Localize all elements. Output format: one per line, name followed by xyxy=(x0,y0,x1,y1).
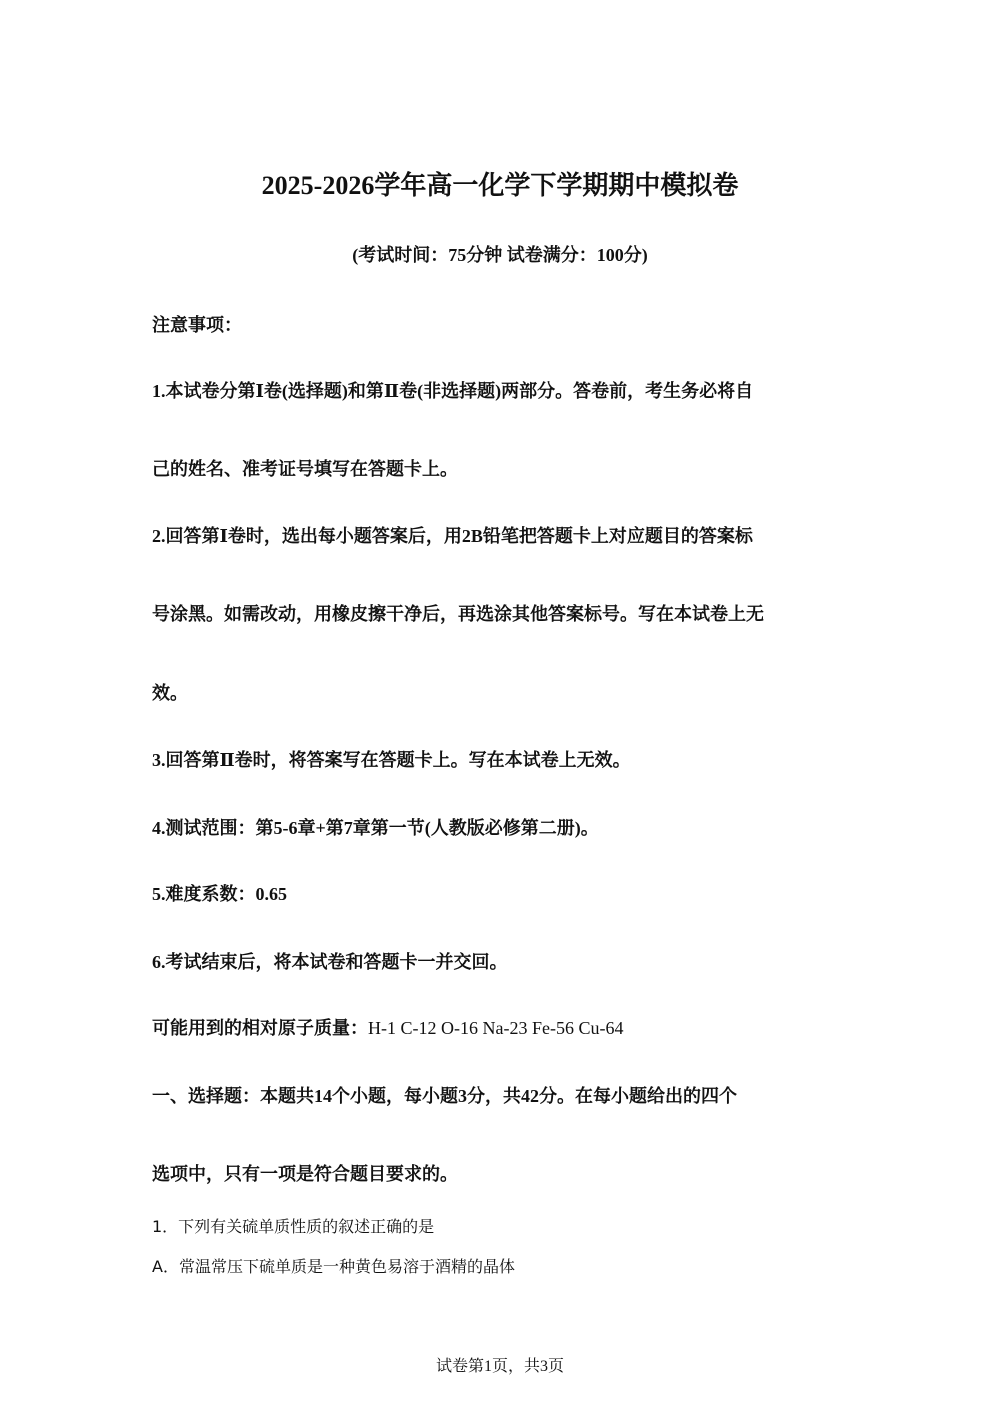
exam-info: (考试时间：75分钟 试卷满分：100分) xyxy=(352,245,648,265)
notice-line-1: 1.本试卷分第Ⅰ卷(选择题)和第Ⅱ卷(非选择题)两部分。答卷前，考生务必将自 xyxy=(152,381,754,401)
notice-line-4: 号涂黑。如需改动，用橡皮擦干净后，再选涂其他答案标号。写在本试卷上无 xyxy=(152,604,764,624)
page-title: 2025-2026学年高一化学下学期期中模拟卷 xyxy=(261,171,739,200)
notice-line-8: 5.难度系数：0.65 xyxy=(152,884,287,904)
question1-option-a: A．常温常压下硫单质是一种黄色易溶于酒精的晶体 xyxy=(152,1257,515,1276)
section1-line-2: 选项中，只有一项是符合题目要求的。 xyxy=(152,1164,458,1184)
atomic-mass-line xyxy=(152,1014,623,1042)
notice-line-9: 6.考试结束后，将本试卷和答题卡一并交回。 xyxy=(152,952,508,972)
notice-line-6: 3.回答第Ⅱ卷时，将答案写在答题卡上。写在本试卷上无效。 xyxy=(152,750,631,770)
notice-heading: 注意事项： xyxy=(152,315,242,335)
page-footer: 试卷第1页，共3页 xyxy=(435,1358,564,1375)
section1-line-1: 一、选择题：本题共14个小题，每小题3分，共42分。在每小题给出的四个 xyxy=(152,1086,737,1106)
notice-line-5: 效。 xyxy=(152,683,188,703)
notice-line-3: 2.回答第Ⅰ卷时，选出每小题答案后，用2B铅笔把答题卡上对应题目的答案标 xyxy=(152,526,753,546)
notice-line-2: 己的姓名、准考证号填写在答题卡上。 xyxy=(152,459,458,479)
atomic-mass-label: 可能用到的相对原子质量： xyxy=(152,1018,368,1038)
question1-stem: 1．下列有关硫单质性质的叙述正确的是 xyxy=(152,1217,435,1236)
atomic-mass-values: H-1 C-12 O-16 Na-23 Fe-56 Cu-64 xyxy=(368,1018,624,1038)
notice-line-7: 4.测试范围：第5-6章+第7章第一节(人教版必修第二册)。 xyxy=(152,818,599,838)
